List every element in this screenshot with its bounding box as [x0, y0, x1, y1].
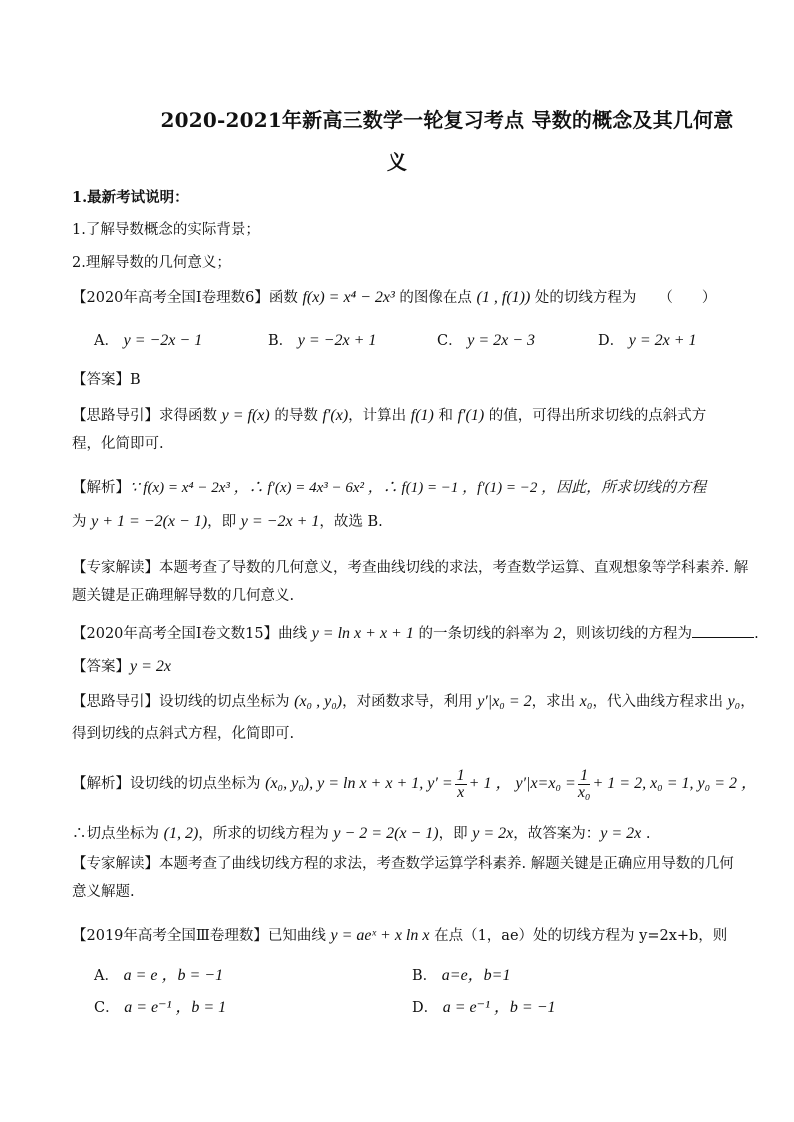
math-expression: (x₀, y₀), y = ln x + x + 1, y′ =: [265, 775, 453, 792]
option-label: C．: [94, 1000, 120, 1016]
expert-text: 题关键是正确理解导数的几何意义.: [72, 588, 295, 604]
guide-tag: 【思路导引】: [72, 408, 159, 424]
question-source: 【2020年高考全国Ⅰ卷文数15】: [72, 626, 279, 642]
fraction-numerator: 1: [578, 768, 591, 785]
math-expression: + 1 = 2, x₀ = 1, y₀ = 2 ，: [592, 775, 758, 792]
solution-text: ，即: [207, 514, 241, 530]
option-math: a = e⁻¹ ，b = −1: [442, 999, 556, 1016]
math-expression: y = 2x: [600, 825, 642, 842]
page-title-line-2: 义: [386, 150, 408, 174]
option-a: [94, 962, 223, 985]
guide-text: ，求出: [531, 694, 580, 710]
solution-text: ∵ f(x) = x⁴ − 2x³ ，∴ f′(x) = 4x³ − 6x² ，∴ f(1) = −1 ，f′(1) = −2 ，因此，所求切线的方程: [130, 480, 707, 496]
stem-text: ，则该切线的方程为: [561, 626, 693, 642]
stem-text: 函数: [268, 290, 303, 306]
option-label: C．: [437, 333, 463, 349]
option-c: [437, 329, 535, 350]
answer-blank: [692, 623, 754, 638]
requirement-item: 1.了解导数概念的实际背景；: [72, 222, 260, 238]
option-math: y = −2x + 1: [297, 332, 377, 349]
math-expression: f(1): [410, 407, 434, 424]
math-expression: y = ln x + x + 1: [311, 625, 414, 642]
solution-text: 为: [72, 514, 92, 530]
answer-line: [72, 655, 171, 676]
option-math: a=e，b=1: [441, 967, 511, 984]
stem-text: 处的切线方程为: [530, 290, 637, 306]
expert-text: 本题考查了导数的几何意义，考查曲线切线的求法，考查数学运算、直观想象等学科素养. 解: [159, 560, 749, 576]
expert-text: 意义解题.: [72, 884, 135, 900]
math-expression: y′|x₀ = 2: [477, 693, 532, 710]
answer-tag: 【答案】: [72, 372, 130, 388]
guide-text: 的导数: [269, 408, 323, 424]
option-label: B．: [412, 968, 438, 984]
math-expression: y + 1 = −2(x − 1): [91, 513, 208, 530]
option-d: [412, 994, 556, 1017]
solution-tag: 【解析】: [72, 480, 130, 496]
expert-block: [72, 554, 749, 610]
section-heading: 1.最新考试说明：: [72, 189, 189, 206]
option-math: y = −2x − 1: [123, 332, 203, 349]
math-expression: + 1 ， y′|x=x₀ =: [468, 775, 576, 792]
option-label: D．: [412, 1000, 439, 1016]
fraction-numerator: 1: [456, 766, 465, 784]
expert-text: 本题考查了曲线切线方程的求法，考查数学运算学科素养. 解题关键是正确应用导数的几何: [159, 856, 734, 872]
option-d: [598, 329, 697, 350]
option-label: A．: [94, 968, 119, 984]
expert-tag: 【专家解读】: [72, 560, 159, 576]
option-label: D．: [598, 333, 625, 349]
math-expression: 2: [553, 625, 562, 642]
guide-tag: 【思路导引】: [72, 694, 159, 710]
guide-block: [72, 402, 724, 458]
question-source: 【2020年高考全国Ⅰ卷理数6】: [72, 290, 269, 306]
stem-text: 的图像在点: [394, 290, 477, 306]
question-1-stem: [72, 286, 716, 307]
math-expression: y = f(x): [221, 407, 270, 424]
guide-text: ，计算出: [348, 408, 411, 424]
expert-block: [72, 850, 734, 906]
math-expression: y₀: [727, 693, 741, 710]
math-expression: x₀: [579, 693, 593, 710]
option-b: [412, 962, 510, 985]
stem-text: 已知曲线: [267, 928, 331, 944]
option-math: y = 2x + 1: [628, 332, 697, 349]
stem-text: .: [754, 626, 759, 642]
guide-text: ，: [740, 694, 755, 710]
math-expression: y = aeˣ + x ln x: [330, 927, 430, 944]
math-expression: (x₀ , y₀): [294, 693, 343, 710]
guide-text: 程，化简即可.: [72, 436, 164, 452]
math-expression: (1, 2): [163, 825, 199, 842]
option-math: a = e⁻¹ ，b = 1: [124, 999, 227, 1016]
solution-text: ，所求的切线方程为: [198, 826, 334, 842]
guide-text: ，对函数求导，利用: [342, 694, 478, 710]
solution-text: ，即: [438, 826, 473, 842]
math-expression: (1 , f(1)): [476, 289, 531, 306]
stem-text: 的一条切线的斜率为: [413, 626, 554, 642]
page-title-line-1: 2020-2021年新高三数学一轮复习考点 导数的概念及其几何意: [160, 108, 734, 132]
fraction: [578, 768, 591, 801]
option-math: y = 2x − 3: [467, 332, 536, 349]
option-b: [268, 329, 376, 350]
guide-text: 的值，可得出所求切线的点斜式方: [484, 408, 707, 424]
answer-value: y = 2x: [130, 658, 171, 675]
guide-block: [72, 688, 755, 748]
question-3-stem: [72, 924, 727, 945]
math-expression: y = −2x + 1: [240, 513, 320, 530]
guide-text: 求得函数: [159, 408, 222, 424]
answer-line: [72, 368, 141, 389]
math-expression: y − 2 = 2(x − 1): [333, 825, 439, 842]
guide-text: ，代入曲线方程求出: [592, 694, 728, 710]
option-a: [94, 329, 202, 350]
solution-tag: 【解析】: [72, 776, 130, 792]
solution-text: ∴切点坐标为: [72, 826, 164, 842]
guide-text: 设切线的切点坐标为: [159, 694, 295, 710]
option-c: [94, 994, 226, 1017]
question-source: 【2019年高考全国Ⅲ卷理数】: [72, 928, 268, 944]
answer-parentheses: （ ）: [658, 290, 717, 306]
solution-text: 设切线的切点坐标为: [130, 776, 266, 792]
solution-text: ，故答案为：: [513, 826, 601, 842]
fraction-denominator: x: [457, 783, 465, 801]
stem-text: 曲线: [278, 626, 312, 642]
solution-text: ，故选 B.: [319, 514, 383, 530]
math-expression: y = 2x: [472, 825, 514, 842]
expert-tag: 【专家解读】: [72, 856, 159, 872]
option-label: B．: [268, 333, 294, 349]
solution-continuation: [72, 822, 650, 843]
guide-text: 和: [433, 408, 458, 424]
guide-text: 得到切线的点斜式方程，化简即可.: [72, 726, 295, 742]
solution-text: .: [641, 826, 651, 842]
math-expression: f(x) = x⁴ − 2x³: [302, 289, 395, 306]
solution-block: [72, 474, 724, 536]
stem-text: 在点（1，ae）处的切线方程为 y=2x+b，则: [429, 928, 728, 944]
answer-tag: 【答案】: [72, 659, 130, 675]
question-2-stem: [72, 622, 759, 643]
solution-block: [72, 764, 757, 804]
fraction-denominator: x₀: [577, 783, 591, 801]
math-expression: f′(1): [457, 407, 485, 424]
option-label: A．: [94, 333, 119, 349]
answer-value: B: [130, 372, 141, 388]
requirement-item: 2.理解导数的几何意义；: [72, 255, 231, 271]
option-math: a = e ，b = −1: [123, 967, 224, 984]
math-expression: f′(x): [322, 407, 349, 424]
fraction: [455, 768, 467, 801]
